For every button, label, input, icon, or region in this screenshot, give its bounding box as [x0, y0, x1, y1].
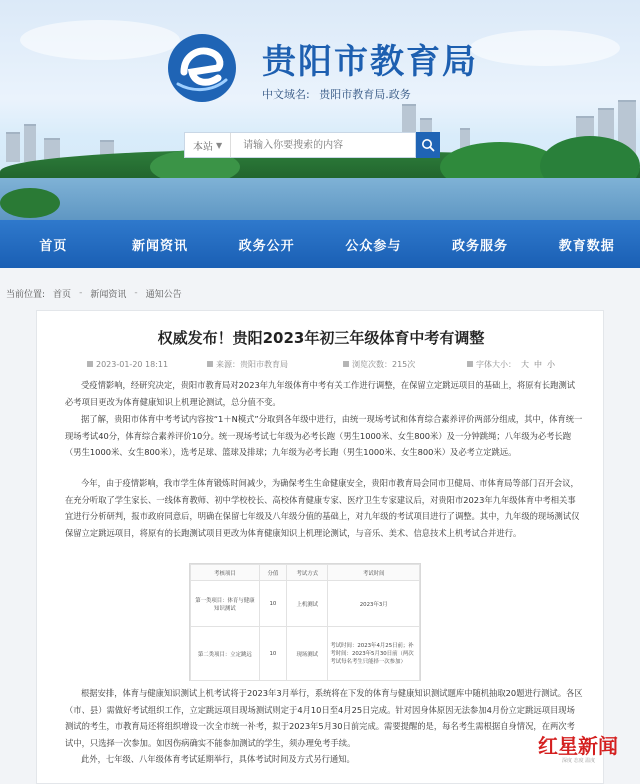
logo-e-icon	[168, 34, 236, 102]
article-title: 权威发布！贵阳2023年初三年级体育中考有调整	[157, 329, 485, 347]
watermark-slogan: 深度 态度 温度	[562, 758, 596, 764]
lake-decoration	[0, 178, 640, 220]
search-input[interactable]	[231, 133, 415, 157]
exam-table	[189, 563, 421, 681]
breadcrumb	[0, 280, 640, 306]
search-button[interactable]	[416, 132, 440, 158]
meta-source	[207, 359, 327, 370]
breadcrumb-item-notices[interactable]: 通知公告	[145, 289, 182, 300]
breadcrumb-label: 当前位置:	[6, 289, 46, 300]
cloud-decoration	[20, 20, 180, 60]
nav-item-news[interactable]: 新闻资讯	[132, 238, 189, 254]
breadcrumb-item-news[interactable]: 新闻资讯	[90, 289, 127, 300]
site-title: 贵阳市教育局	[262, 42, 478, 82]
search-scope-label: 本站	[193, 141, 213, 153]
domain-value: 贵阳市教育局.政务	[319, 88, 411, 101]
font-size-icon	[467, 361, 473, 367]
article-source: 来源：贵阳市教育局	[216, 359, 288, 369]
table-row	[191, 627, 420, 681]
meta-date	[87, 360, 197, 369]
news-watermark	[538, 730, 618, 764]
article-date: 2023-01-20 18:11	[96, 359, 169, 369]
building-decoration	[6, 132, 20, 162]
article-panel	[36, 310, 604, 784]
table-header: 考试时间	[328, 565, 420, 581]
search-box	[184, 132, 416, 158]
breadcrumb-separator: -	[79, 288, 83, 298]
domain-label: 中文域名:	[262, 88, 310, 101]
table-cell: 2023年3月	[328, 581, 420, 627]
font-size-large[interactable]: 大	[521, 359, 529, 369]
watermark-logo: 红星新闻	[538, 734, 618, 758]
meta-font-size	[467, 359, 555, 370]
table-header: 考试方式	[287, 565, 328, 581]
table-header: 分值	[259, 565, 286, 581]
table-row	[191, 581, 420, 627]
font-size-small[interactable]: 小	[547, 359, 555, 369]
breadcrumb-separator: -	[134, 288, 138, 298]
table-header-row	[191, 565, 420, 581]
eye-icon	[343, 361, 349, 367]
font-size-medium[interactable]: 中	[534, 359, 542, 369]
article-paragraph: 今年，由于疫情影响，我市学生体育锻炼时间减少，为确保考生生命健康安全，贵阳市教育局会同市卫健局、市体育局等部门召开会议，在充分听取了学生家长、一线体育教师、初中学校校长、高校体育健康专家、医疗卫生专家建议后，对贵阳市2023年九年级体育中考相关事宜进行分析研判，报市政府同意后，明确在保留七年级及八年级分值的基础上，对九年级的考试项目进行了调整。其中，九年级的现场测试仅保留立定跳远项目，将原有的长跑测试项目更改为体育健康知识上机理论测试，与音乐、美术、信息技术上机考试合并进行。	[65, 478, 580, 538]
table-cell: 10	[259, 627, 286, 681]
nav-item-public-participation[interactable]: 公众参与	[345, 238, 402, 254]
cloud-decoration	[470, 30, 620, 66]
search-scope-select[interactable]	[185, 133, 231, 157]
article-paragraph: 根据安排，体育与健康知识测试上机考试将于2023年3月举行，系统将在下发的体育与健康知识测试题库中随机抽取20题进行测试。各区（市、县）需做好考试组织工作，立定跳远项目现场测试则定于4月10日至4月25日完成。针对因身体原因无法参加4月份立定跳远项目现场测试的考生，市教育局还将组织增设一次全市统一补考，拟于2023年5月30日前完成。需要提醒的是，每名考生需根据自身情况，在两次考试中，只选择一次参加。如因伤病确实不能参加测试的学生，须办理免考手续。	[65, 688, 583, 748]
search-icon	[421, 138, 435, 152]
article-meta	[37, 355, 605, 373]
article-paragraph: 据了解，贵阳市体育中考考试内容按“1＋N模式”分取到各年级中进行，由统一现场考试和体育综合素养评价两部分组成，其中，体育统一现场考试40分，体育综合素养评价10分。统一现场考试七年级为必考长跑（男生1000米、女生800米）及一分钟跳绳；八年级为必考长跑（男生1000米、女生800米），选考足球、篮球及排球；九年级为必考长跑（男生1000米、女生800米）及必考立定跳远。	[65, 414, 583, 457]
building-decoration	[24, 124, 36, 162]
table-header: 考核项目	[191, 565, 260, 581]
article-views: 浏览次数：215次	[352, 359, 416, 369]
article-paragraph: 此外，七年级、八年级体育考试延期举行，具体考试时间及方式另行通知。	[81, 754, 355, 764]
font-size-label: 字体大小：	[476, 359, 516, 369]
site-logo[interactable]	[168, 34, 236, 102]
nav-item-home[interactable]: 首页	[39, 238, 68, 254]
breadcrumb-item-home[interactable]: 首页	[53, 289, 72, 300]
exam-table-grid	[190, 564, 420, 681]
nav-item-gov-affairs[interactable]: 政务公开	[238, 238, 295, 254]
nav-item-education-data[interactable]: 教育数据	[558, 238, 615, 254]
header-banner	[0, 0, 640, 220]
calendar-icon	[87, 361, 93, 367]
tree-decoration	[0, 188, 60, 218]
article-paragraph: 受疫情影响，经研究决定，贵阳市教育局对2023年九年级体育中考有关工作进行调整，在保留立定跳远项目的基础上，将原有长跑测试必考项目更改为体育健康知识上机理论测试，总分值不变。	[65, 380, 576, 407]
domain-info	[262, 86, 417, 102]
table-cell: 现场测试	[287, 627, 328, 681]
nav-item-gov-services[interactable]: 政务服务	[452, 238, 509, 254]
meta-views	[343, 359, 453, 370]
chevron-down-icon: ▼	[216, 140, 223, 150]
table-cell: 第二类项目：立定跳远	[191, 627, 260, 681]
table-cell: 考试时间：2023年4月25日前；补考时间：2023年5月30日前（两次考试每名考生只能择一次参加）	[328, 627, 420, 681]
table-cell: 第一类项目：体育与健康知识测试	[191, 581, 260, 627]
table-cell: 10	[259, 581, 286, 627]
source-icon	[207, 361, 213, 367]
table-cell: 上机测试	[287, 581, 328, 627]
main-nav	[0, 220, 640, 268]
